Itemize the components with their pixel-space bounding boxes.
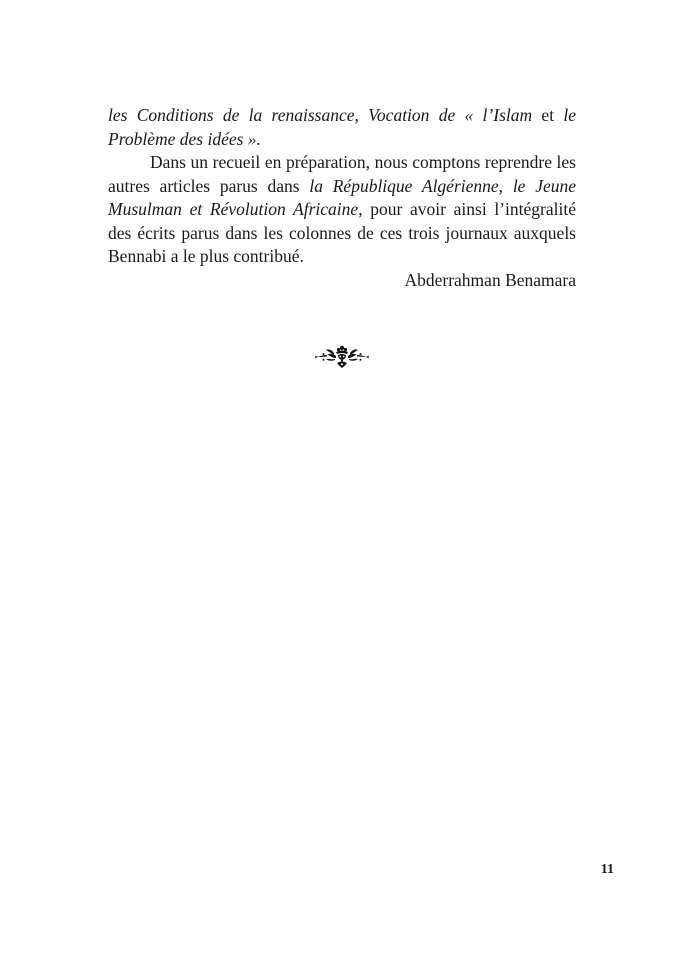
text-span: , bbox=[354, 105, 369, 125]
italic-title: la République Algérienne bbox=[309, 175, 499, 196]
italic-title: les Conditions de la renaissance bbox=[108, 105, 355, 125]
text-span: , pour avoir ainsi l’intégralité des écrits parus dans les colonnes de ces trois journaux auxquels Bennabi a le plus contribué. bbox=[108, 199, 577, 266]
main-text bbox=[108, 104, 576, 292]
italic-title: le Jeune Musulman et Révolution Africaine bbox=[108, 175, 577, 219]
paragraph-recueil bbox=[108, 151, 576, 269]
text-span: et bbox=[532, 105, 564, 125]
text-span: Dans un recueil en préparation, nous comptons reprendre les autres articles parus dans bbox=[108, 152, 576, 196]
paragraph-continuation bbox=[108, 104, 576, 151]
italic-title: le Problème des idées ». bbox=[108, 105, 576, 149]
page-number: 11 bbox=[600, 862, 614, 877]
author-signature: Abderrahman Benamara bbox=[404, 269, 576, 290]
italic-title: Vocation de « l’Islam bbox=[368, 105, 533, 125]
fleuron-ornament-icon bbox=[314, 344, 370, 370]
text-span: , bbox=[498, 175, 513, 196]
